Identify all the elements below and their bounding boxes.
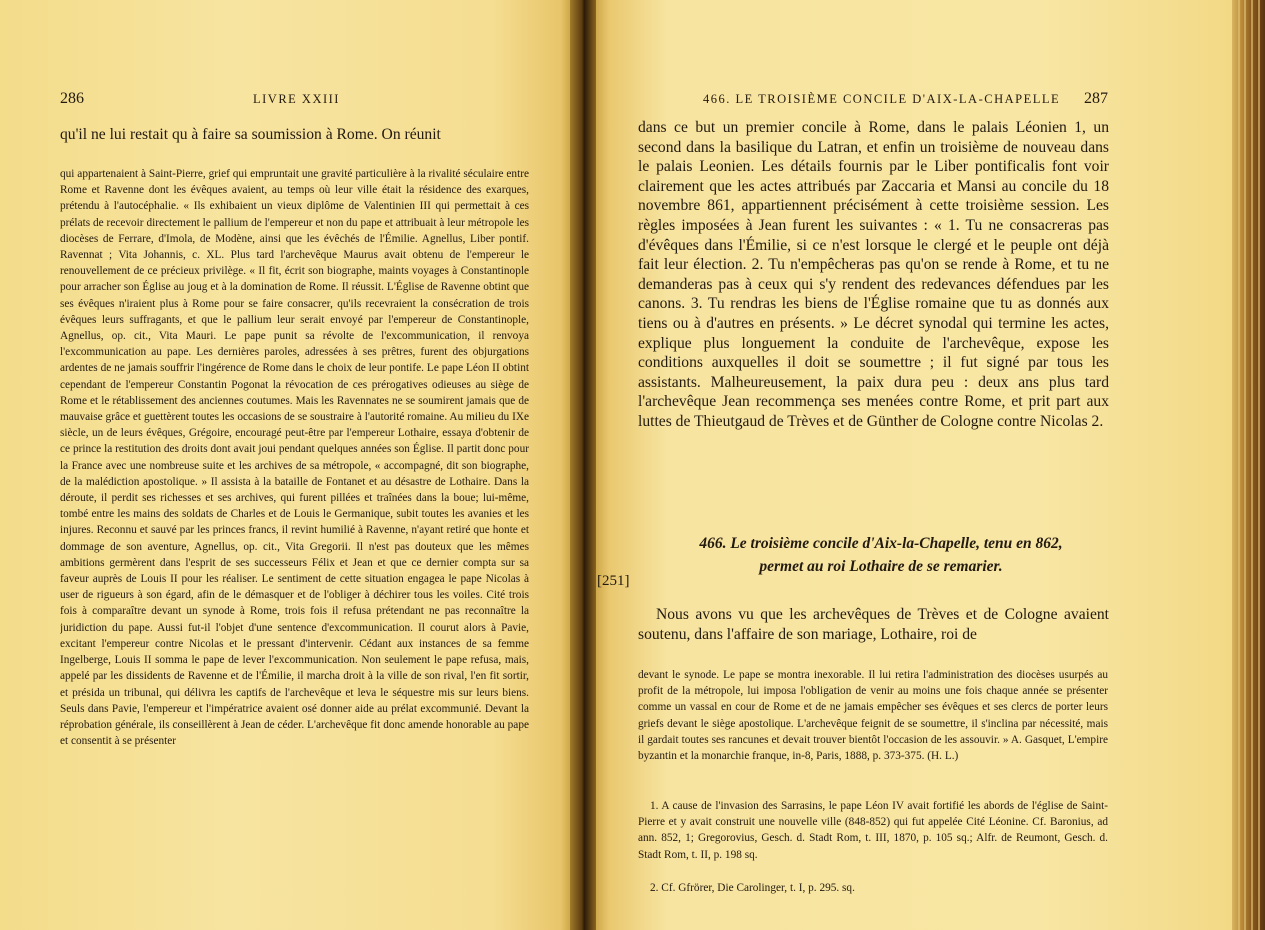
section-body: Nous avons vu que les archevêques de Trèves et de Cologne avaient soutenu, dans l'affaire de son mariage, Lothaire, roi de [638,606,1109,643]
right-body-text: dans ce but un premier concile à Rome, dans le palais Léonien 1, un second dans la basilique du Latran, et enfin un troisième de nouveau dans le palais Leonien. Les détails fournis par le Liber pontificalis font voir clairement que les actes attribués par Zaccaria et Mansi au concile du 18 novembre 861, appartiennent précisément à cette troisième session. Les règles imposées à Jean furent les suivantes : « 1. Tu ne consacreras pas d'évêques dans l'Émilie, si ce n'est lorsque le clergé et le peuple ont déjà fait leur élection. 2. Tu n'empêcheras pas qu'on se rende à Rome, et tu ne demanderas pas à ceux qui s'y rendent des redevances défendues par les canons. 3. Tu rendras les biens de l'Église romaine que tu as donnés aux tiens ou à d'autres en présents. » Le décret synodal qui termine les actes, explique plus longuement la conduite de l'archevêque, expose les conditions auxquelles il doit se soumettre ; il fut signé par tous les assistants. Malheureusement, la paix dura peu : deux ans plus tard l'archevêque Jean recommença ses menées contre Rome, et prit part aux luttes de Thieutgaud de Trèves et de Günther de Cologne contre Nicolas 2. [638,119,1109,430]
section-title [642,532,1120,578]
section-title-line-1: 466. Le troisième concile d'Aix-la-Chapelle, tenu en 862, [699,535,1063,552]
page-edges [1232,0,1265,930]
section-title-line-2: permet au roi Lothaire de se remarier. [759,558,1003,575]
left-running-head: LIVRE XXIII [253,92,340,106]
right-page-number: 287 [1084,90,1108,107]
right-running-head: 466. LE TROISIÈME CONCILE D'AIX-LA-CHAPELLE [703,92,1061,106]
book-gutter [570,0,596,930]
left-footnote-continuation: qui appartenaient à Saint-Pierre, grief qui empruntait une gravité particulière à la rivalité séculaire entre Rome et Ravenne dont les évêques avaient, au temps où leur ville était la résidence des exarques, prétendu à l'autocéphalie. « Ils exhibaient un vieux diplôme de Valentinien III qui permettait à ces prélats de recevoir directement le pallium de l'empereur et non du pape et attribuait à leur métropole les diocèses de Ferrare, d'Imola, de Modène, ainsi que les évêchés de l'Émilie. Agnellus, Liber pontif. Ravennat ; Vita Johannis, c. XL. Plus tard l'archevêque Maurus avait obtenu de l'empereur le renouvellement de ce précieux privilège. « Il fit, écrit son biographe, maints voyages à Constantinople pour arracher son Église au joug et à la domination de Rome. Il réussit. L'Église de Ravenne obtint que ses évêques n'iraient plus à Rome pour se faire consacrer, qu'ils recevraient la consécration de trois évêques leurs suffragants, et que le pallium leur serait envoyé par l'empereur de Constantinople, Agnellus, op. cit., Vita Mauri. Le pape punit sa révolte de l'excommunication, il renvoya l'excommunication au pape. Les dernières paroles, adressées à ses prêtres, furent des objurgations ardentes de ne jamais souffrir l'ingérence de Rome dans le choix de leur pontife. Le pape Léon II obtint cependant de l'empereur Constantin Pogonat la révocation de ces prérogatives odieuses au siège de Rome et le rétablissement des anciennes coutumes. Mais les Ravennates ne se soumirent jamais que de mauvaise grâce et guettèrent toutes les occasions de se soustraire à l'autorité romaine. Au milieu du IXe siècle, un de leurs évêques, Grégoire, encouragé peut-être par l'empereur Lothaire, essaya d'obtenir de ce prince la restitution des droits dont avait joui pendant quelques années son Église. Il partit donc pour la France avec une nombreuse suite et les archives de sa métropole, « accompagné, dit son biographe, de la malédiction apostolique. » Il assista à la bataille de Fontanet et au désastre de Lothaire. Dans la déroute, il perdit ses richesses et ses archives, qui furent pillées et traînées dans la boue; lui-même, tombé entre les mains des soldats de Charles et de Louis le Germanique, subit toutes les avanies et les injures. Reconnu et sauvé par les princes francs, il revint humilié à Ravenne, n'ayant retiré que honte et dommage de son aventure, Agnellus, op. cit., Vita Gregorii. Il n'est pas douteux que les mêmes ambitions germèrent dans l'esprit de ses successeurs Félix et Jean et que ce dernier compta sur sa faveur auprès de Louis II pour les réaliser. Le sentiment de cette situation engagea le pape Nicolas à user de rigueurs à son égard, afin de le démasquer et de l'obliger à déchirer tous les voiles. Cité trois fois à comparaître devant un synode à Rome, trois fois il refusa prétendant ne pas reconnaître la juridiction du pape. Aussi fut-il l'objet d'une sentence d'excommunication. Il courut alors à Pavie, excitant l'empereur contre Nicolas et le pressant d'intervenir. Cédant aux instances de sa femme Ingelberge, Louis II somma le pape de lever l'excommunication. Non seulement le pape refusa, mais, appelé par les dissidents de Ravenne et de l'Émilie, il marcha droit à la ville de son rival, l'en fit sortir, et présida un tribunal, qui délivra les captifs de l'archevêque et leva le séquestre mis sur leurs biens. Seuls dans Pavie, l'empereur et l'impératrice avaient osé donner aide au prélat excommunié. Devant la réprobation générale, ils conseillèrent à Jean de céder. L'archevêque fit donc amende honorable au pape et consentit à se présenter [60,168,529,748]
continued-note: devant le synode. Le pape se montra inexorable. Il lui retira l'administration des diocèses usurpés au profit de la métropole, lui imposa l'obligation de venir au moins une fois chaque année se présenter comme un vassal en cour de Rome et de ne jamais empêcher ses évêques et ses clercs de porter leurs griefs devant le siège apostolique. L'archevêque feignit de se soumettre, il s'inclina par nécessité, mais il gardait toutes ses rancunes et devait trouver bientôt l'occasion de les assouvir. » A. Gasquet, L'empire byzantin et la monarchie franque, in-8, Paris, 1888, p. 373-375. (H. L.) [638,669,1108,763]
margin-number: [251] [597,573,630,589]
left-first-line: qu'il ne lui restait qu à faire sa soumission à Rome. On réunit [60,126,441,143]
left-page-number: 286 [60,90,84,107]
footnote-1: 1. A cause de l'invasion des Sarrasins, le pape Léon IV avait fortifié les abords de l'église de Saint-Pierre et y avait construit une nouvelle ville (848-852) qui fut appelée Cité Léonine. Cf. Baronius, ad ann. 852, 1; Gregorovius, Gesch. d. Stadt Rom, t. III, 1870, p. 105 sq.; Alfr. de Reumont, Gesch. d. Stadt Rom, t. II, p. 198 sq. [638,800,1108,861]
footnote-2: 2. Cf. Gfrörer, Die Carolinger, t. I, p. 295. sq. [650,882,855,894]
